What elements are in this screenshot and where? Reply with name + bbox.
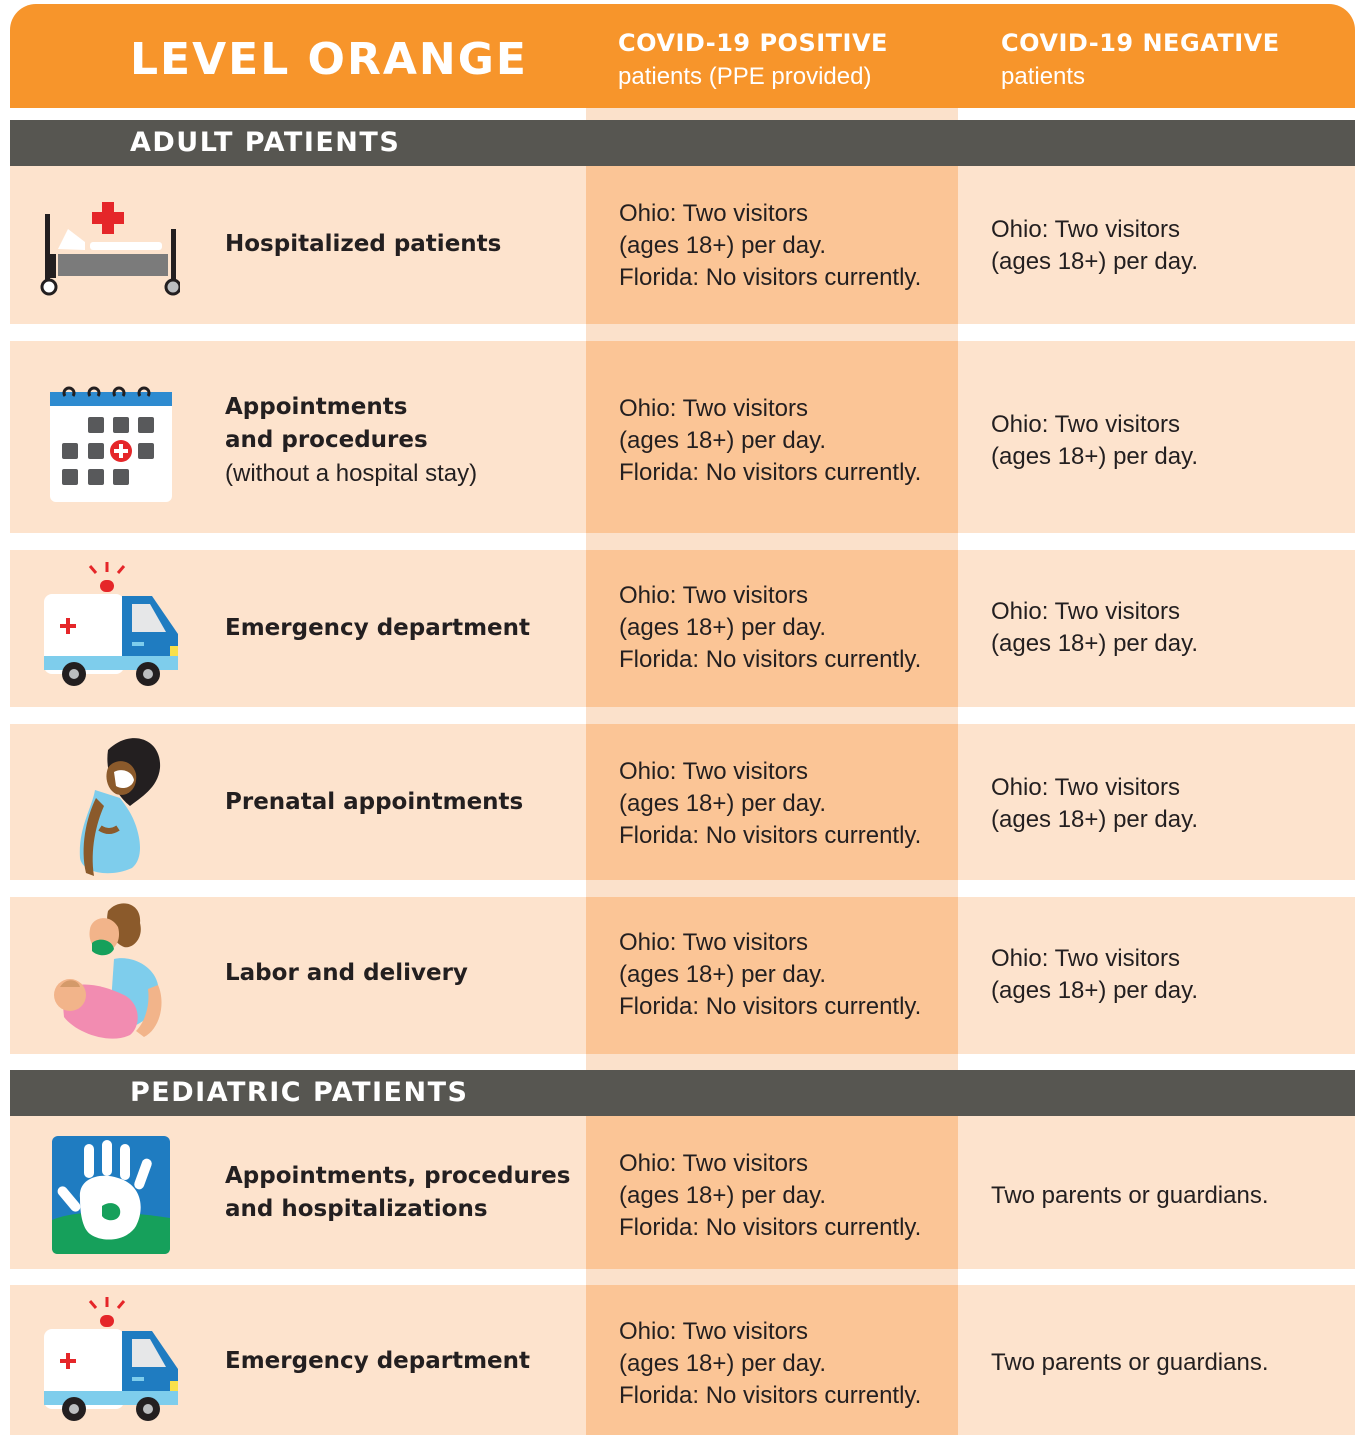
column-gap — [586, 1269, 958, 1285]
column-gap — [586, 1054, 958, 1070]
positive-text: Florida: No visitors currently. — [619, 646, 922, 673]
negative-cell — [991, 409, 1198, 473]
negative-text: Two parents or guardians. — [991, 1182, 1269, 1209]
section-pediatric — [10, 1070, 1355, 1116]
negative-text: Two parents or guardians. — [991, 1349, 1269, 1376]
positive-text: (ages 18+) per day. — [619, 790, 827, 817]
negative-text: Ohio: Two visitors — [991, 598, 1180, 625]
row-label — [225, 1345, 530, 1378]
row-title: Prenatal appointments — [225, 789, 524, 815]
ambulance-icon — [40, 1295, 180, 1425]
positive-text: Florida: No visitors currently. — [619, 459, 922, 486]
row-title: Labor and delivery — [225, 960, 468, 986]
negative-column-subtitle: patients — [1001, 63, 1086, 90]
positive-text: (ages 18+) per day. — [619, 427, 827, 454]
positive-cell — [619, 198, 921, 294]
positive-text: Ohio: Two visitors — [619, 758, 808, 785]
negative-text: (ages 18+) per day. — [991, 806, 1199, 833]
positive-text: (ages 18+) per day. — [619, 232, 827, 259]
negative-text: Ohio: Two visitors — [991, 945, 1180, 972]
row-title: Hospitalized patients — [225, 231, 502, 257]
positive-text: Ohio: Two visitors — [619, 200, 808, 227]
negative-cell — [991, 596, 1198, 660]
positive-column-header — [618, 26, 888, 94]
row-label — [225, 391, 477, 490]
calendar-icon — [40, 377, 180, 507]
pregnant-woman-icon — [40, 728, 180, 878]
row-title: Appointments, procedures — [225, 1163, 571, 1189]
section-title: ADULT PATIENTS — [130, 127, 401, 158]
ambulance-icon — [40, 560, 180, 690]
positive-text: Ohio: Two visitors — [619, 582, 808, 609]
negative-text: Ohio: Two visitors — [991, 216, 1180, 243]
level-header — [10, 4, 1355, 108]
positive-cell — [619, 1316, 921, 1412]
section-adult — [10, 120, 1355, 166]
negative-cell — [991, 943, 1198, 1007]
handprint-icon — [40, 1128, 180, 1258]
positive-text: (ages 18+) per day. — [619, 1350, 827, 1377]
positive-cell — [619, 1148, 921, 1244]
negative-text: Ohio: Two visitors — [991, 774, 1180, 801]
table-row — [10, 897, 1355, 1054]
table-row — [10, 1285, 1355, 1435]
negative-text: Ohio: Two visitors — [991, 411, 1180, 438]
negative-column-title: COVID-19 NEGATIVE — [1001, 29, 1280, 57]
row-label — [225, 1160, 570, 1226]
negative-cell — [991, 214, 1198, 278]
page-title: LEVEL ORANGE — [130, 34, 528, 85]
positive-text: (ages 18+) per day. — [619, 961, 827, 988]
negative-text: (ages 18+) per day. — [991, 977, 1199, 1004]
negative-text: (ages 18+) per day. — [991, 248, 1199, 275]
table-row — [10, 341, 1355, 533]
row-label — [225, 957, 468, 990]
table-row — [10, 166, 1355, 324]
positive-text: Florida: No visitors currently. — [619, 264, 922, 291]
positive-cell — [619, 756, 921, 852]
positive-text: Ohio: Two visitors — [619, 1150, 808, 1177]
row-label — [225, 228, 501, 261]
positive-text: Florida: No visitors currently. — [619, 1214, 922, 1241]
column-gap — [586, 324, 958, 341]
positive-text: Florida: No visitors currently. — [619, 1382, 922, 1409]
negative-text: (ages 18+) per day. — [991, 630, 1199, 657]
hospital-bed-icon — [40, 184, 180, 314]
positive-text: (ages 18+) per day. — [619, 1182, 827, 1209]
row-title: Appointments — [225, 394, 408, 420]
positive-text: (ages 18+) per day. — [619, 614, 827, 641]
row-title: Emergency department — [225, 1348, 531, 1374]
table-row — [10, 550, 1355, 707]
column-gap — [586, 108, 958, 120]
positive-text: Ohio: Two visitors — [619, 395, 808, 422]
table-row — [10, 724, 1355, 880]
column-gap — [586, 880, 958, 897]
column-gap — [586, 707, 958, 724]
positive-cell — [619, 580, 921, 676]
row-title: and procedures — [225, 427, 428, 453]
positive-text: Florida: No visitors currently. — [619, 822, 922, 849]
positive-column-title: COVID-19 POSITIVE — [618, 29, 888, 57]
row-title: Emergency department — [225, 615, 531, 641]
positive-cell — [619, 927, 921, 1023]
positive-column-subtitle: patients (PPE provided) — [618, 63, 872, 90]
positive-text: Ohio: Two visitors — [619, 929, 808, 956]
mother-baby-icon — [40, 899, 180, 1049]
positive-text: Florida: No visitors currently. — [619, 993, 922, 1020]
negative-column-header — [1001, 26, 1280, 94]
row-title: and hospitalizations — [225, 1196, 488, 1222]
negative-cell — [991, 1180, 1269, 1212]
positive-text: Ohio: Two visitors — [619, 1318, 808, 1345]
row-note: (without a hospital stay) — [225, 460, 478, 487]
negative-cell — [991, 1347, 1269, 1379]
negative-text: (ages 18+) per day. — [991, 443, 1199, 470]
negative-cell — [991, 772, 1198, 836]
row-label — [225, 612, 530, 645]
section-title: PEDIATRIC PATIENTS — [130, 1077, 469, 1108]
column-gap — [586, 533, 958, 550]
positive-cell — [619, 393, 921, 489]
table-row — [10, 1116, 1355, 1269]
row-label — [225, 786, 523, 819]
